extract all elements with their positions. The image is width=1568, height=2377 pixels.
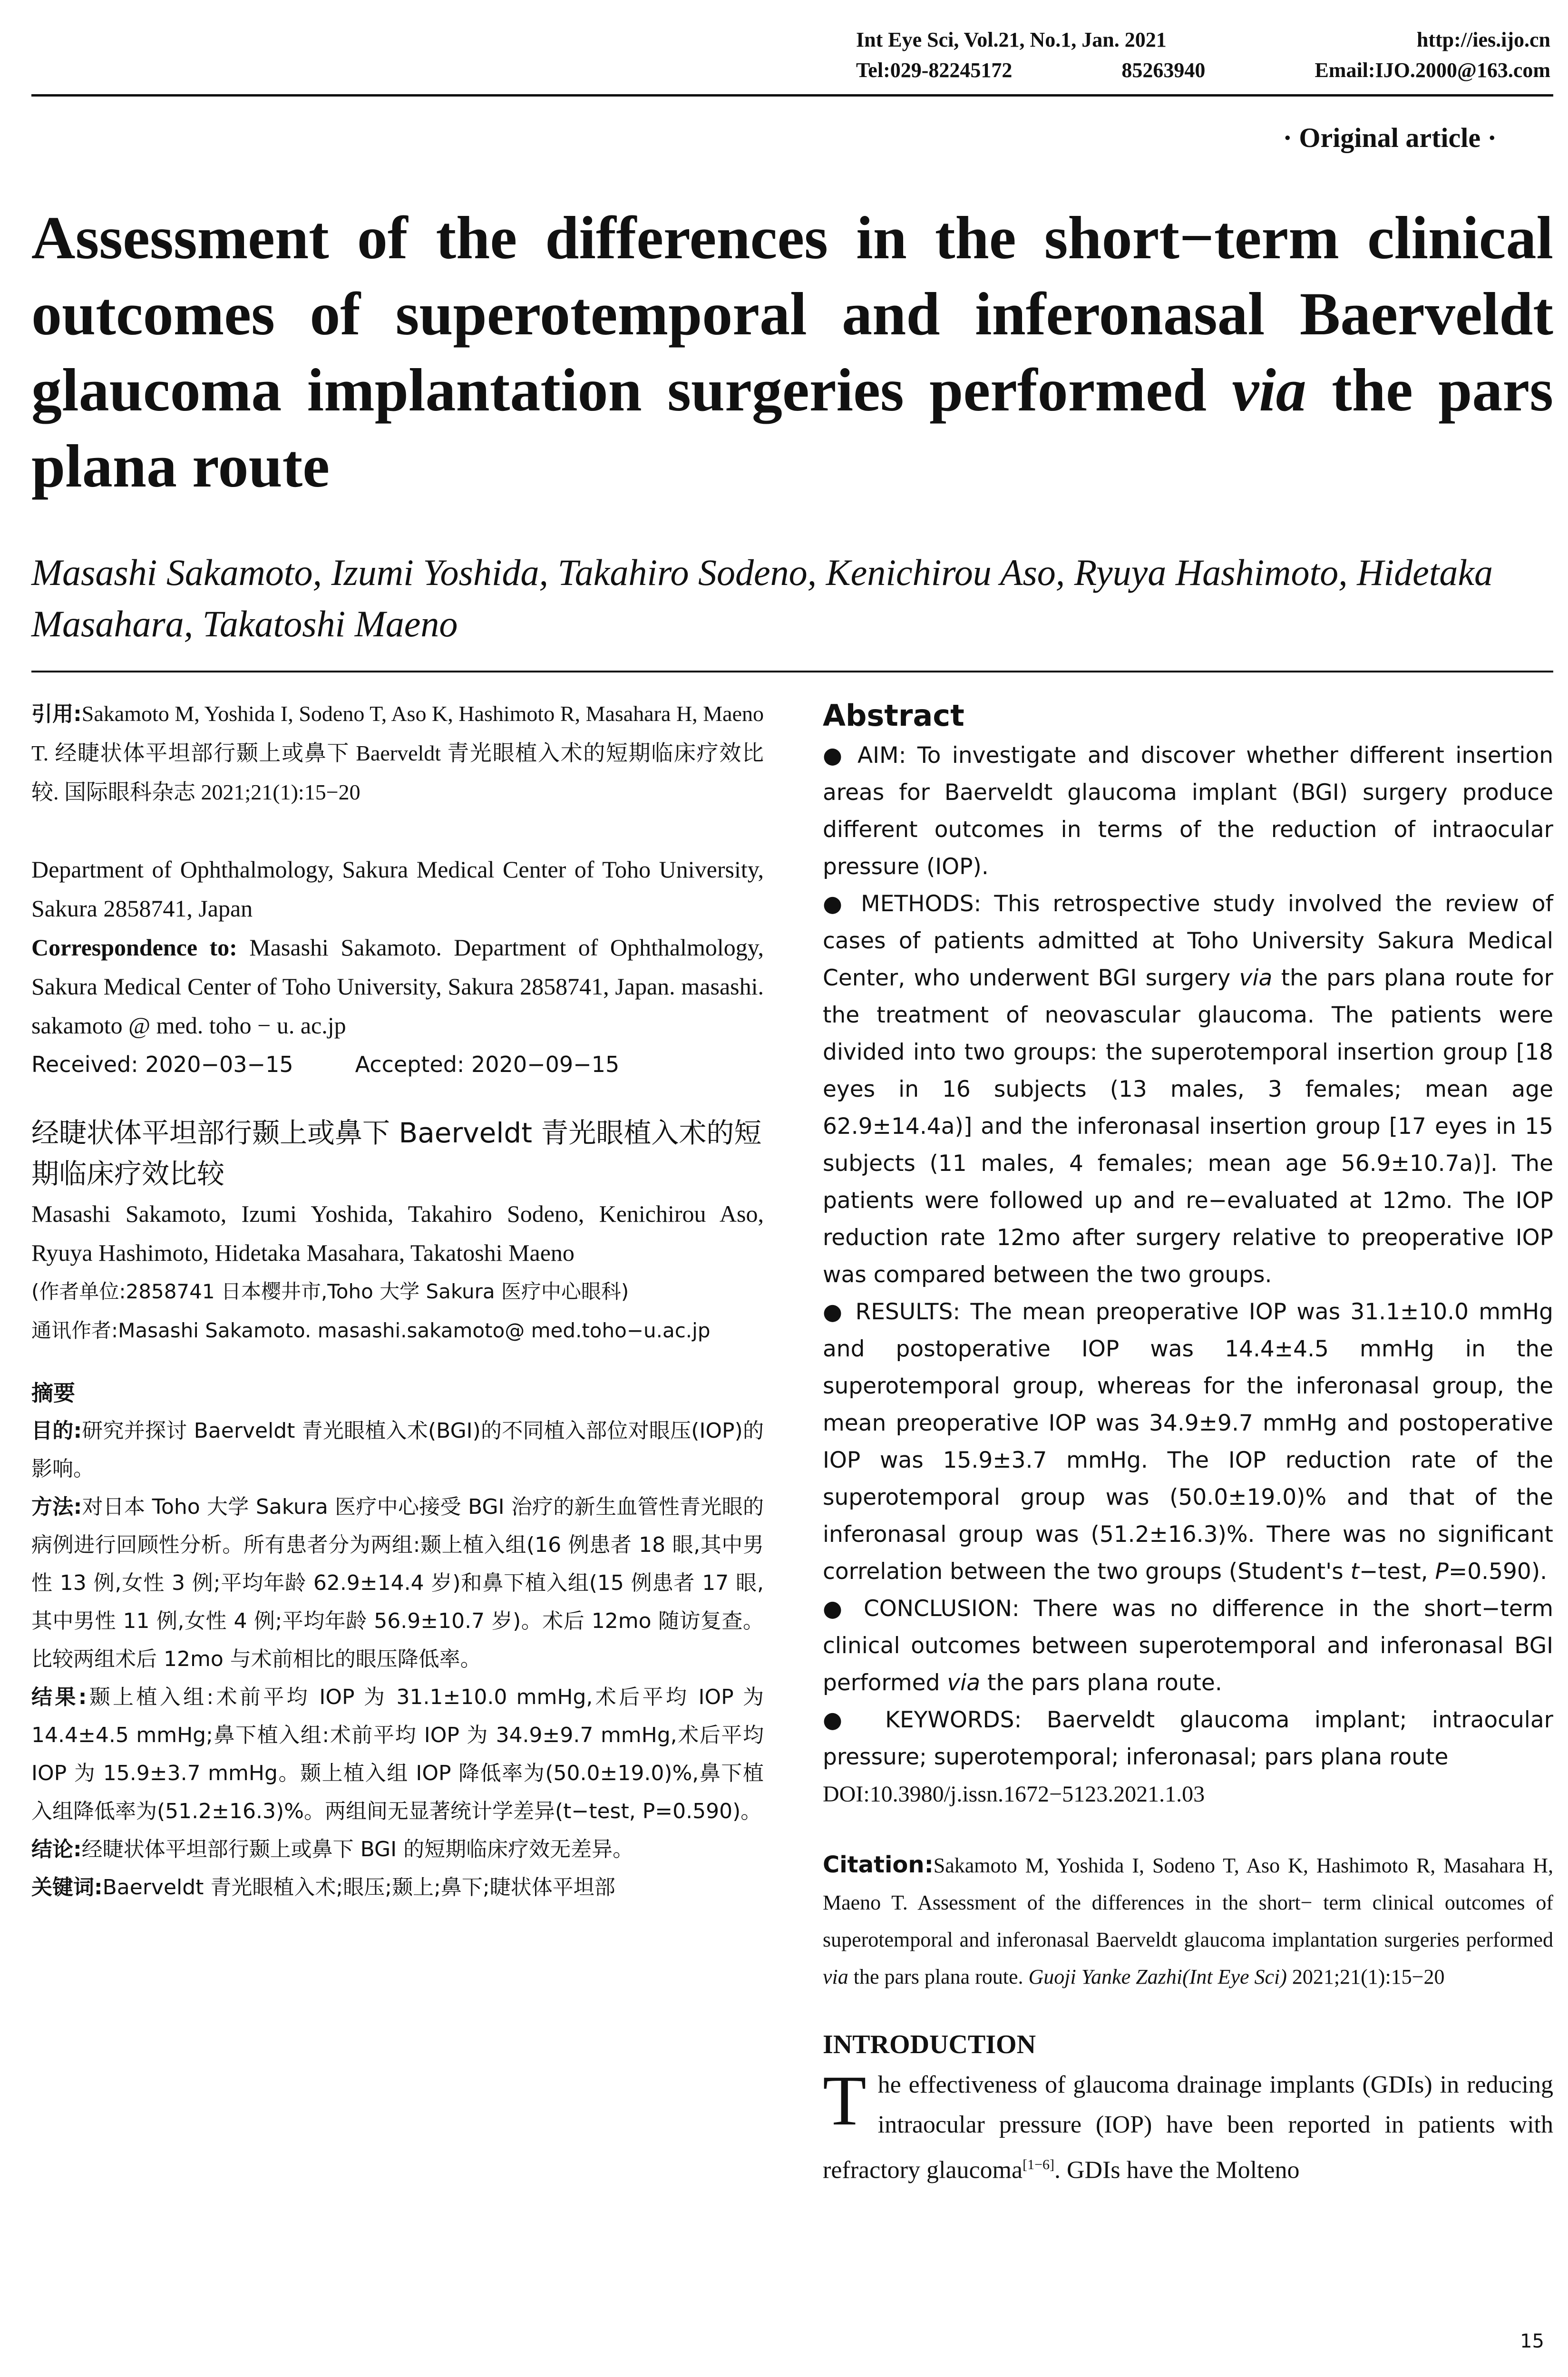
reference-citation[interactable]: [1−6] <box>1023 2157 1054 2172</box>
english-citation: Citation:Sakamoto M, Yoshida I, Sodeno T, Aso K, Hashimoto R, Masahara H, Maeno T. Assessment of the differences in the short− term clinical outcomes of superotemporal and inferonasal Baerveldt glaucoma implantation surgeries performed via the pars plana route. Guoji Yanke Zazhi(Int Eye Sci) 2021;21(1):15−20 <box>823 1851 1553 1988</box>
header-divider <box>31 94 1553 97</box>
abstract-keywords: ● KEYWORDS: Baerveldt glaucoma implant; intraocular pressure; superotemporal; inferonasal; pars plana route <box>823 1707 1553 1770</box>
journal-citation: Int Eye Sci, Vol.21, No.1, Jan. 2021 <box>856 28 1167 51</box>
journal-tel2: 85263940 <box>1121 58 1206 82</box>
accepted-date: Accepted: 2020−09−15 <box>355 1052 620 1077</box>
abstract-aim: ● AIM: To investigate and discover whether different insertion areas for Baerveldt glaucoma implant (BGI) surgery produce different outcomes in terms of the reduction of intraocular pressure (IOP). <box>823 742 1553 880</box>
journal-url[interactable]: http://ies.ijo.cn <box>1416 28 1550 51</box>
author-unit: (作者单位:2858741 日本樱井市,Toho 大学 Sakura 医疗中心眼科) <box>31 1280 629 1303</box>
chinese-conclusion: 结论:经睫状体平坦部行颞上或鼻下 BGI 的短期临床疗效无差异。 <box>31 1837 634 1861</box>
introduction-heading: INTRODUCTION <box>823 2030 1036 2059</box>
article-type: · Original article · <box>1283 122 1497 153</box>
journal-tel: Tel:029-82245172 <box>856 58 1013 82</box>
received-date: Received: 2020−03−15 <box>31 1052 293 1077</box>
abstract-conclusion: ● CONCLUSION: There was no difference in the short−term clinical outcomes between superotemporal and inferonasal BGI performed via the pars plana route. <box>823 1596 1553 1696</box>
chinese-title: 经睫状体平坦部行颞上或鼻下 Baerveldt 青光眼植入术的短期临床疗效比较 <box>31 1117 762 1190</box>
chinese-author-list: Masashi Sakamoto, Izumi Yoshida, Takahiro Sodeno, Kenichirou Aso, Ryuya Hashimoto, Hidetaka Masahara, Takatoshi Maeno <box>31 1200 764 1266</box>
drop-cap: T <box>823 2061 867 2140</box>
abstract-methods: ● METHODS: This retrospective study involved the review of cases of patients admitted at Toho University Sakura Medical Center, who underwent BGI surgery via the pars plana route for the treatment of neovascular glaucoma. The patients were divided into two groups: the superotemporal insertion group [18 eyes in 16 subjects (13 males, 3 females; mean age 62.9±14.4a)] and the inferonasal insertion group [17 eyes in 15 subjects (11 males, 4 females; mean age 56.9±10.7a)]. The patients were followed up and re−evaluated at 12mo. The IOP reduction rate 12mo after surgery relative to preoperative IOP was compared between the two groups. <box>823 891 1553 1288</box>
chinese-abstract-heading: 摘要 <box>31 1380 75 1406</box>
author-list: Masashi Sakamoto, Izumi Yoshida, Takahiro Sodeno, Kenichirou Aso, Ryuya Hashimoto, Hidetaka Masahara, Takatoshi Maeno <box>31 552 1493 644</box>
chinese-methods: 方法:对日本 Toho 大学 Sakura 医疗中心接受 BGI 治疗的新生血管性青光眼的病例进行回顾性分析。所有患者分为两组:颞上植入组(16 例患者 18 眼,其中男性 13 例,女性 3 例;平均年龄 62.9±14.4 岁)和鼻下植入组(15 例患者 17 眼,其中男性 11 例,女性 4 例;平均年龄 56.9±10.7 岁)。术后 12mo 随访复查。比较两组术后 12mo 与术前相比的眼压降低率。 <box>31 1495 764 1671</box>
chinese-aim: 目的:研究并探讨 Baerveldt 青光眼植入术(BGI)的不同植入部位对眼压(IOP)的影响。 <box>31 1419 764 1481</box>
journal-header <box>856 25 1550 86</box>
correspondence: Correspondence to: Masashi Sakamoto. Department of Ophthalmology, Sakura Medical Center of Toho University, Sakura 2858741, Japan. masashi. sakamoto @ med. toho − u. ac.jp <box>31 934 764 1039</box>
article-title: Assessment of the differences in the short−term clinical outcomes of superotemporal and inferonasal Baerveldt glaucoma implantation surgeries performed via the pars plana route <box>31 204 1554 500</box>
abstract-heading: Abstract <box>823 698 964 733</box>
right-column <box>823 694 1553 2190</box>
chinese-citation: 引用:Sakamoto M, Yoshida I, Sodeno T, Aso K, Hashimoto R, Masahara H, Maeno T. 经睫状体平坦部行颞上或鼻下 Baerveldt 青光眼植入术的短期临床疗效比较. 国际眼科杂志 2021;21(1):15−20 <box>31 701 764 804</box>
abstract-results: ● RESULTS: The mean preoperative IOP was 31.1±10.0 mmHg and postoperative IOP was 14.4±4.5 mmHg in the superotemporal group, whereas for the inferonasal group, the mean preoperative IOP was 34.9±9.7 mmHg and postoperative IOP was 15.9±3.7 mmHg. The IOP reduction rate of the superotemporal group was (50.0±19.0)% and that of the inferonasal group was (51.2±16.3)%. There was no significant correlation between the two groups (Student's t−test, P=0.590). <box>823 1299 1553 1585</box>
dates-row <box>31 1045 764 1084</box>
title-divider <box>31 671 1553 672</box>
affiliation: Department of Ophthalmology, Sakura Medical Center of Toho University, Sakura 2858741, Japan <box>31 856 764 922</box>
journal-email[interactable]: Email:IJO.2000@163.com <box>1315 58 1550 82</box>
chinese-results: 结果:颞上植入组:术前平均 IOP 为 31.1±10.0 mmHg,术后平均 IOP 为 14.4±4.5 mmHg;鼻下植入组:术前平均 IOP 为 34.9±9.7 mmHg,术后平均 IOP 为 15.9±3.7 mmHg。颞上植入组 IOP 降低率为(50.0±19.0)%,鼻下植入组降低率为(51.2±16.3)%。两组间无显著统计学差异(t−test, P=0.590)。 <box>31 1685 764 1823</box>
left-column <box>31 694 764 1907</box>
doi[interactable]: DOI:10.3980/j.issn.1672−5123.2021.1.03 <box>823 1782 1205 1807</box>
corresponding-author: 通讯作者:Masashi Sakamoto. masashi.sakamoto@ med.toho−u.ac.jp <box>31 1319 711 1342</box>
introduction-text: The effectiveness of glaucoma drainage implants (GDIs) in reducing intraocular pressure (IOP) have been reported in patients with refractory glaucoma[1−6]. GDIs have the Molteno <box>823 2061 1553 2184</box>
chinese-keywords: 关键词:Baerveldt 青光眼植入术;眼压;颞上;鼻下;睫状体平坦部 <box>31 1875 615 1900</box>
page-number: 15 <box>1520 2330 1544 2352</box>
